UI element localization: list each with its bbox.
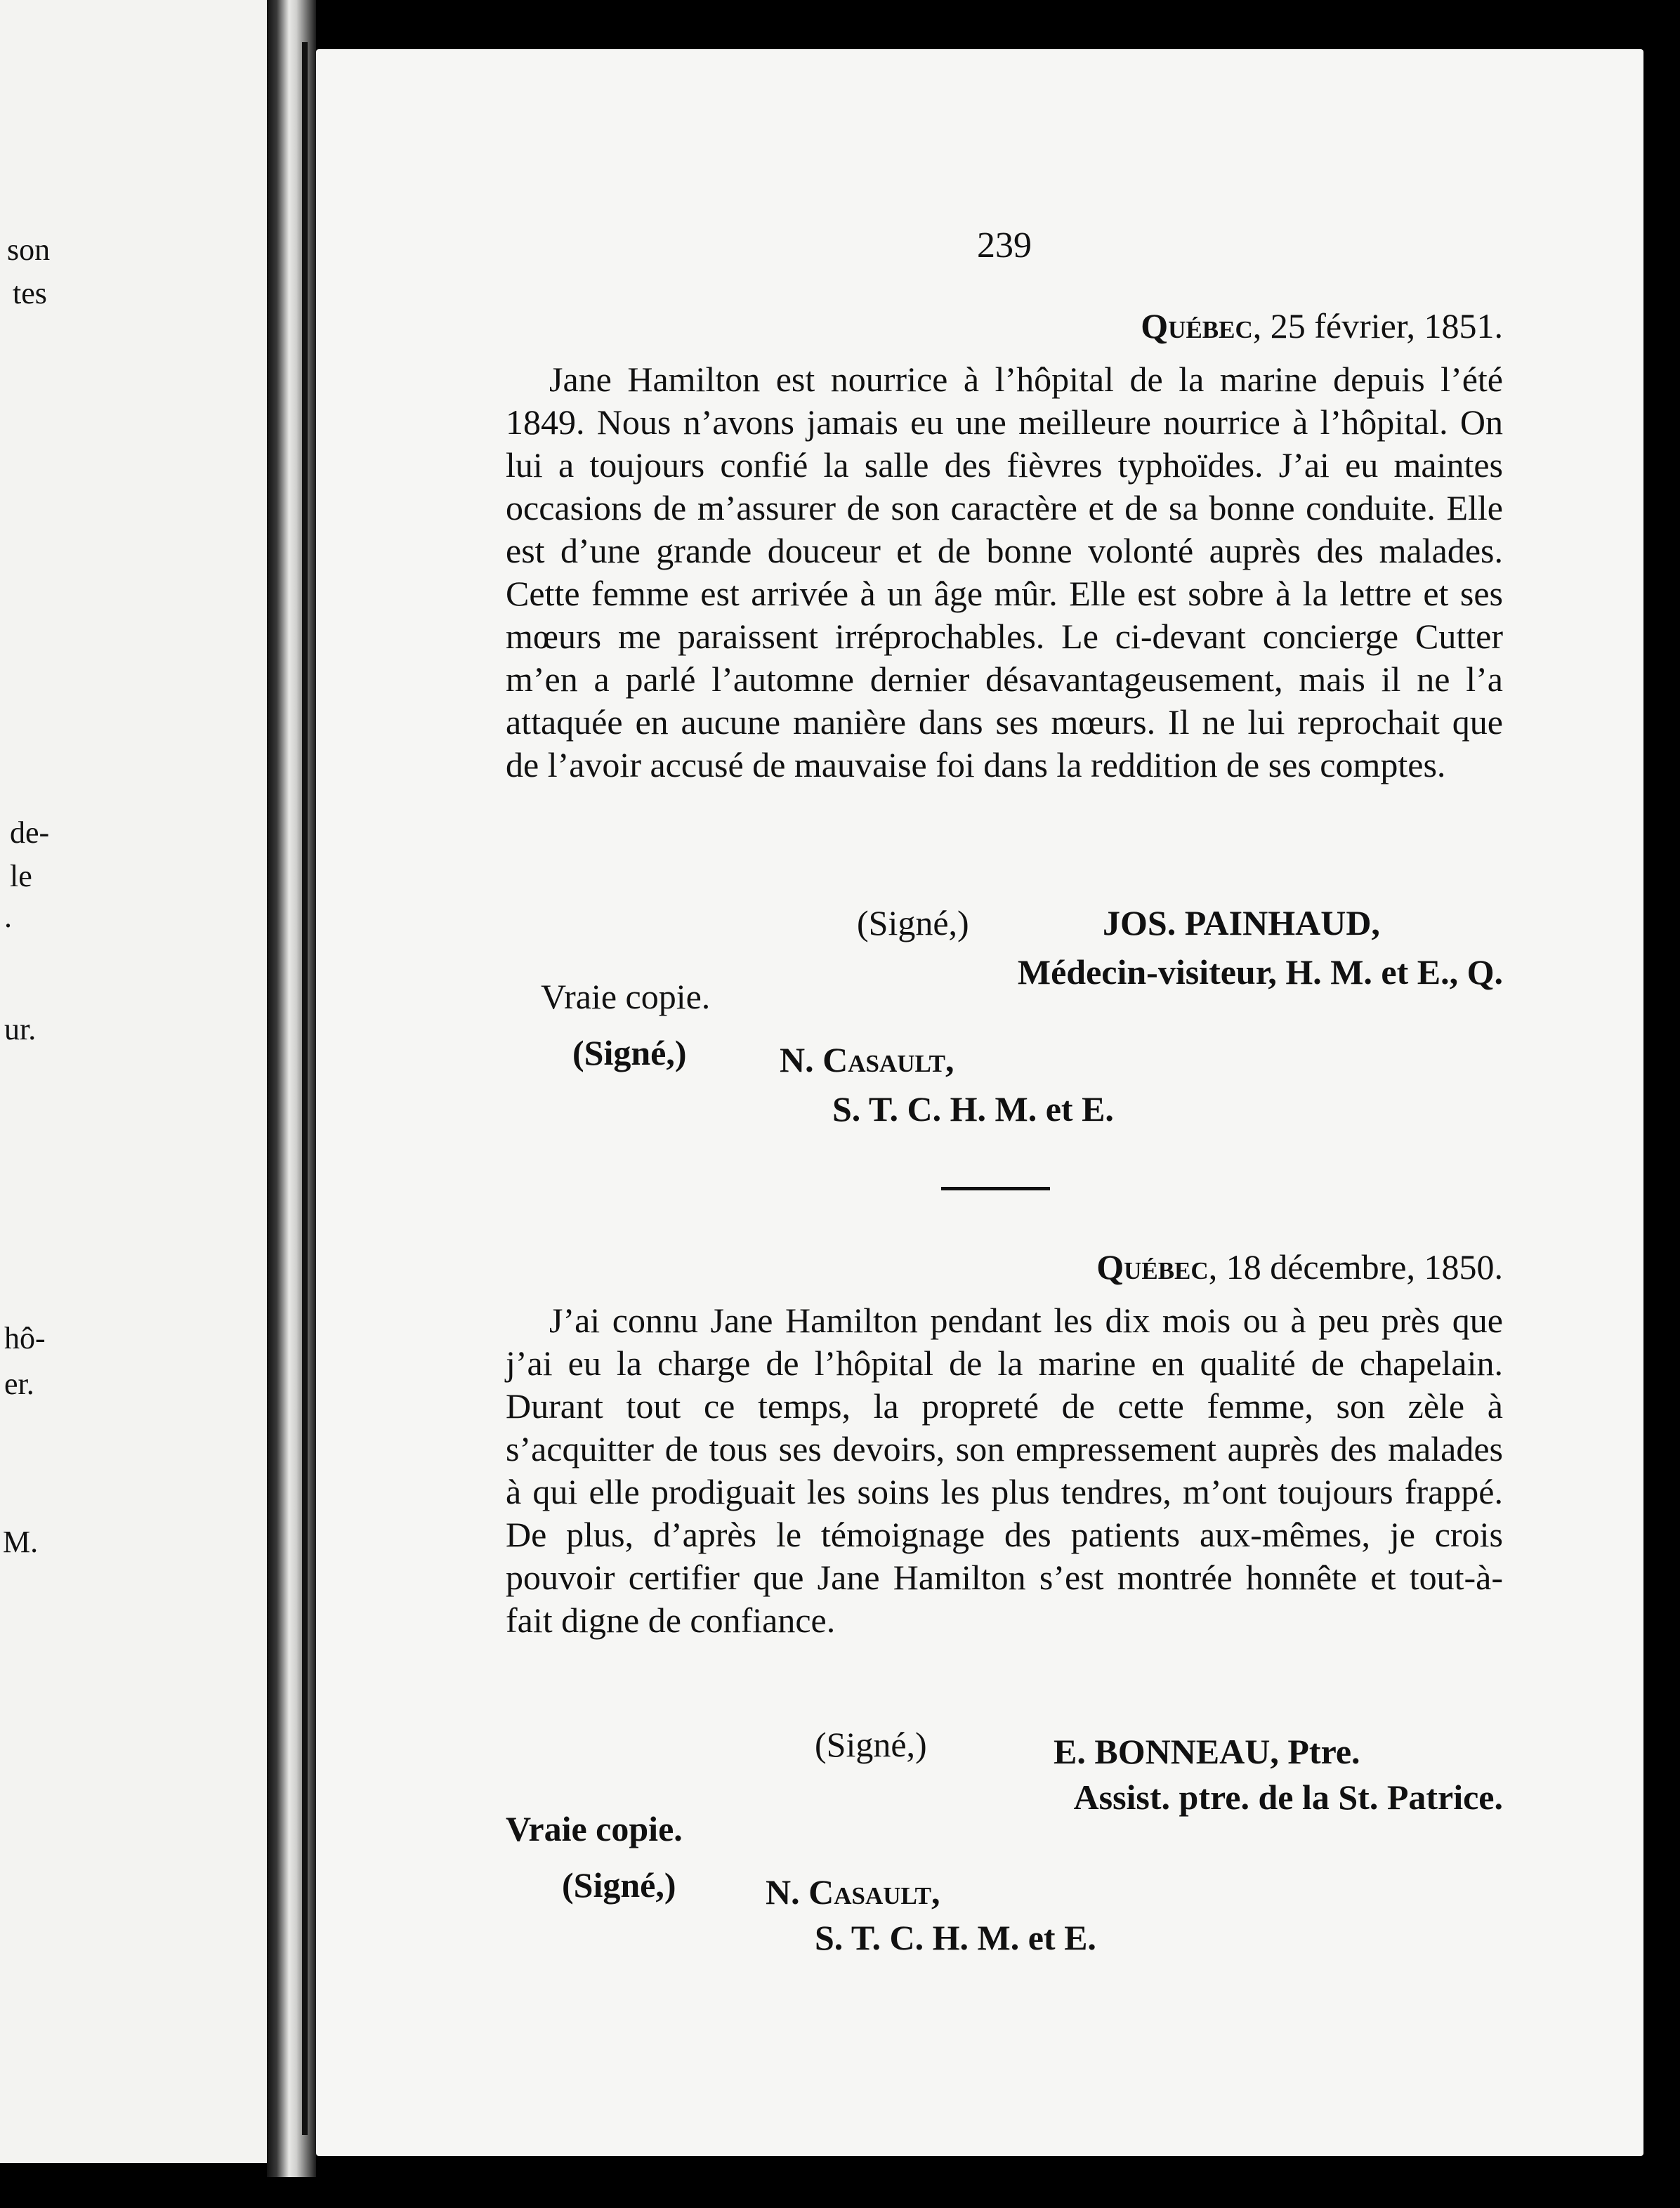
letter1-dateline	[1141, 305, 1503, 346]
page-number: 239	[977, 225, 1032, 265]
letter1-paragraph: Jane Hamilton est nourrice à l’hôpital de la marine depuis l’été 1849. Nous n’avons jamais eu une meilleure nourrice à l’hôpital. On lui a toujours confié la salle des fièvres typhoïdes. J’ai eu maintes occasions de m’assurer de son caractère et de sa bonne conduite. Elle est d’une grande douceur et de bonne volonté auprès des malades. Cette femme est arrivée à un âge mûr. Elle est sobre à la lettre et ses mœurs me paraissent irréprochables. Le ci-devant concierge Cutter m’en a parlé l’automne dernier désavantageusement, mais il ne l’a attaquée en aucune manière dans ses mœurs. Il ne lui reprochait que de l’avoir accusé de mauvaise foi dans la reddition de ses comptes.	[506, 360, 1503, 784]
letter1-copy-signatory: N. Casault,	[780, 1040, 954, 1079]
letter2-copy-signed-label: (Signé,)	[562, 1865, 676, 1905]
book-page	[316, 49, 1643, 2156]
letter1-copy-signed-label: (Signé,)	[572, 1033, 687, 1072]
letter2-paragraph: J’ai connu Jane Hamilton pendant les dix mois ou à peu près que j’ai eu la charge de l’hôpital de la marine en qualité de chapelain. Durant tout ce temps, la propreté de cette femme, son zèle à s’acquitter de tous ses devoirs, son empressement auprès des malades à qui elle prodiguait les soins les plus tendres, m’ont toujours frappé. De plus, d’après le témoignage des patients aux-mêmes, je crois pouvoir certifier que Jane Hamilton s’est montrée honnête et tout-à-fait digne de confiance.	[506, 1301, 1503, 1640]
letter1-signed-label: (Signé,)	[857, 903, 969, 942]
letter1-copy-title: S. T. C. H. M. et E.	[832, 1089, 1114, 1129]
left-page-fragment: ur.	[4, 1012, 37, 1046]
book-gutter	[267, 0, 316, 2177]
left-page-fragment: tes	[13, 276, 47, 310]
left-page-fragment: .	[4, 900, 12, 934]
letter2-copy-signatory: N. Casault,	[766, 1872, 940, 1912]
letter2-dateline	[1096, 1247, 1503, 1287]
letter2-signatory: E. BONNEAU, Ptre.	[1054, 1732, 1360, 1771]
section-divider	[941, 1187, 1050, 1190]
left-page-fragment: er.	[4, 1367, 34, 1401]
letter2-signatory-title: Assist. ptre. de la St. Patrice.	[1073, 1777, 1503, 1817]
dateline-place: Québec	[1141, 306, 1253, 346]
gutter-shadow	[302, 42, 308, 2135]
left-page-fragment: le	[10, 859, 32, 893]
dateline-date: , 18 décembre, 1850.	[1208, 1247, 1503, 1287]
letter1-signatory: JOS. PAINHAUD,	[1103, 903, 1380, 942]
letter2-true-copy: Vraie copie.	[506, 1809, 683, 1848]
letter2-copy-title: S. T. C. H. M. et E.	[815, 1918, 1096, 1957]
left-page-fragment: son	[7, 232, 51, 267]
left-page-fragment: de-	[10, 815, 50, 850]
letter1-signatory-title: Médecin-visiteur, H. M. et E., Q.	[1017, 952, 1503, 992]
letter2-signed-label: (Signé,)	[815, 1725, 927, 1764]
previous-page	[0, 0, 271, 2163]
left-page-fragment: M.	[3, 1525, 39, 1559]
dateline-place: Québec	[1096, 1247, 1209, 1287]
letter1-true-copy: Vraie copie.	[541, 977, 711, 1016]
left-page-fragment: hô-	[4, 1321, 46, 1355]
dateline-date: , 25 février, 1851.	[1252, 306, 1503, 346]
